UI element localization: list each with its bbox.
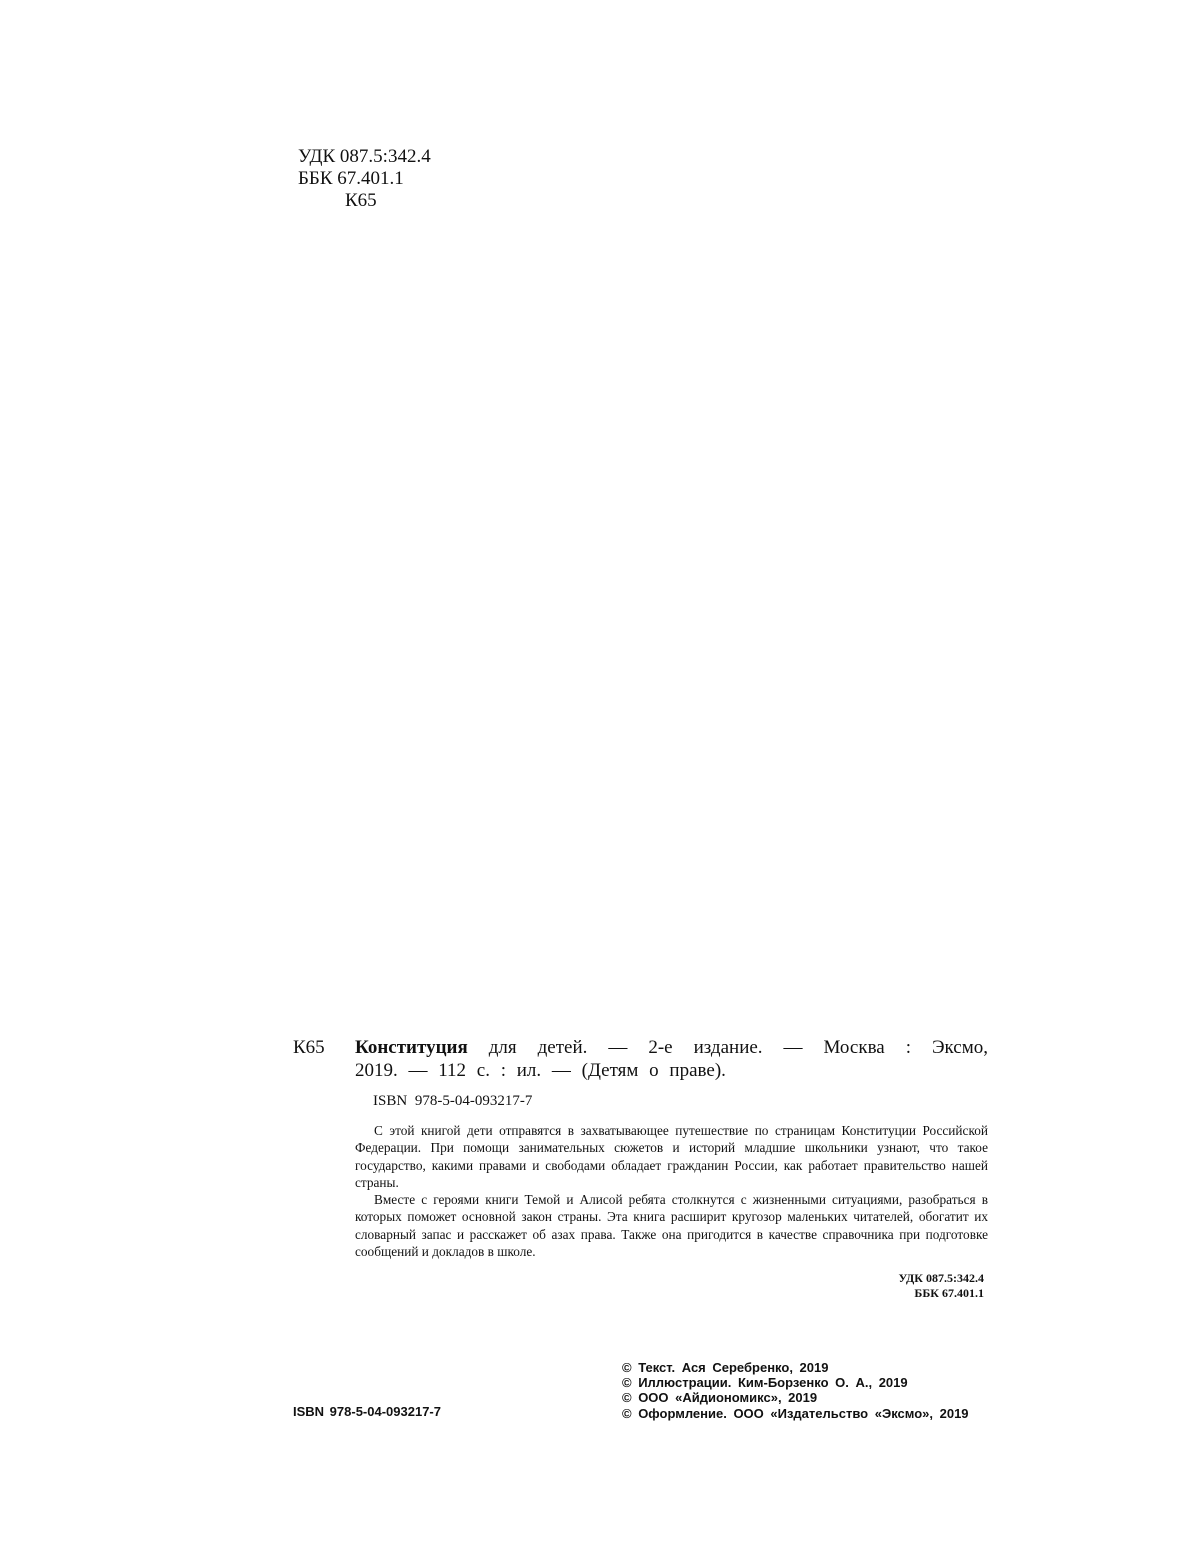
isbn: ISBN 978-5-04-093217-7	[373, 1093, 533, 1109]
bib-bbk-code: ББК 67.401.1	[914, 1286, 984, 1301]
bibliographic-record	[293, 1036, 988, 1301]
author-mark: К65	[345, 190, 377, 211]
annotation	[355, 1122, 988, 1260]
copyright-line: © Иллюстрации. Ким-Борзенко О. А., 2019	[622, 1375, 908, 1391]
footer-isbn: ISBN 978-5-04-093217-7	[293, 1404, 441, 1419]
udk-code: УДК 087.5:342.4	[298, 146, 431, 167]
annotation-paragraph: Вместе с героями книги Темой и Алисой ребята столкнутся с жизненными ситуациями, разобраться в которых поможет основной закон страны. Эта книга расширит кругозор маленьких читателей, обогатит их словарный запас и расскажет об азах права. Также она пригодится в качестве справочника при подготовке сообщений и докладов в школе.	[355, 1192, 988, 1260]
bib-classification-codes	[293, 1271, 988, 1301]
bib-author-mark: К65	[293, 1037, 325, 1058]
copyright-line: © Текст. Ася Серебренко, 2019	[622, 1360, 829, 1375]
annotation-paragraph: С этой книгой дети отправятся в захватывающее путешествие по страницам Конституции Российской Федерации. При помощи занимательных сюжетов и историй младшие школьники узнают, что такое государство, какими правами и свободами обладает гражданин России, как работает правительство нашей страны.	[355, 1123, 988, 1190]
bib-edition-info: для детей. — 2-е издание. — Москва : Эксмо,	[467, 1037, 988, 1058]
copyright-line: © ООО «Айдиономикс», 2019	[622, 1390, 818, 1406]
bib-udk-code: УДК 087.5:342.4	[898, 1271, 984, 1286]
classification-codes	[298, 146, 431, 212]
book-title: Конституция	[355, 1037, 468, 1058]
copyright-notices	[622, 1360, 969, 1421]
bib-description-line2: 2019. — 112 с. : ил. — (Детям о праве).	[355, 1060, 726, 1081]
bibliographic-entry	[293, 1036, 988, 1082]
bib-description-line1	[355, 1036, 988, 1059]
copyright-line: © Оформление. ООО «Издательство «Эксмо», 2019	[622, 1405, 969, 1421]
bbk-code: ББК 67.401.1	[298, 168, 404, 189]
